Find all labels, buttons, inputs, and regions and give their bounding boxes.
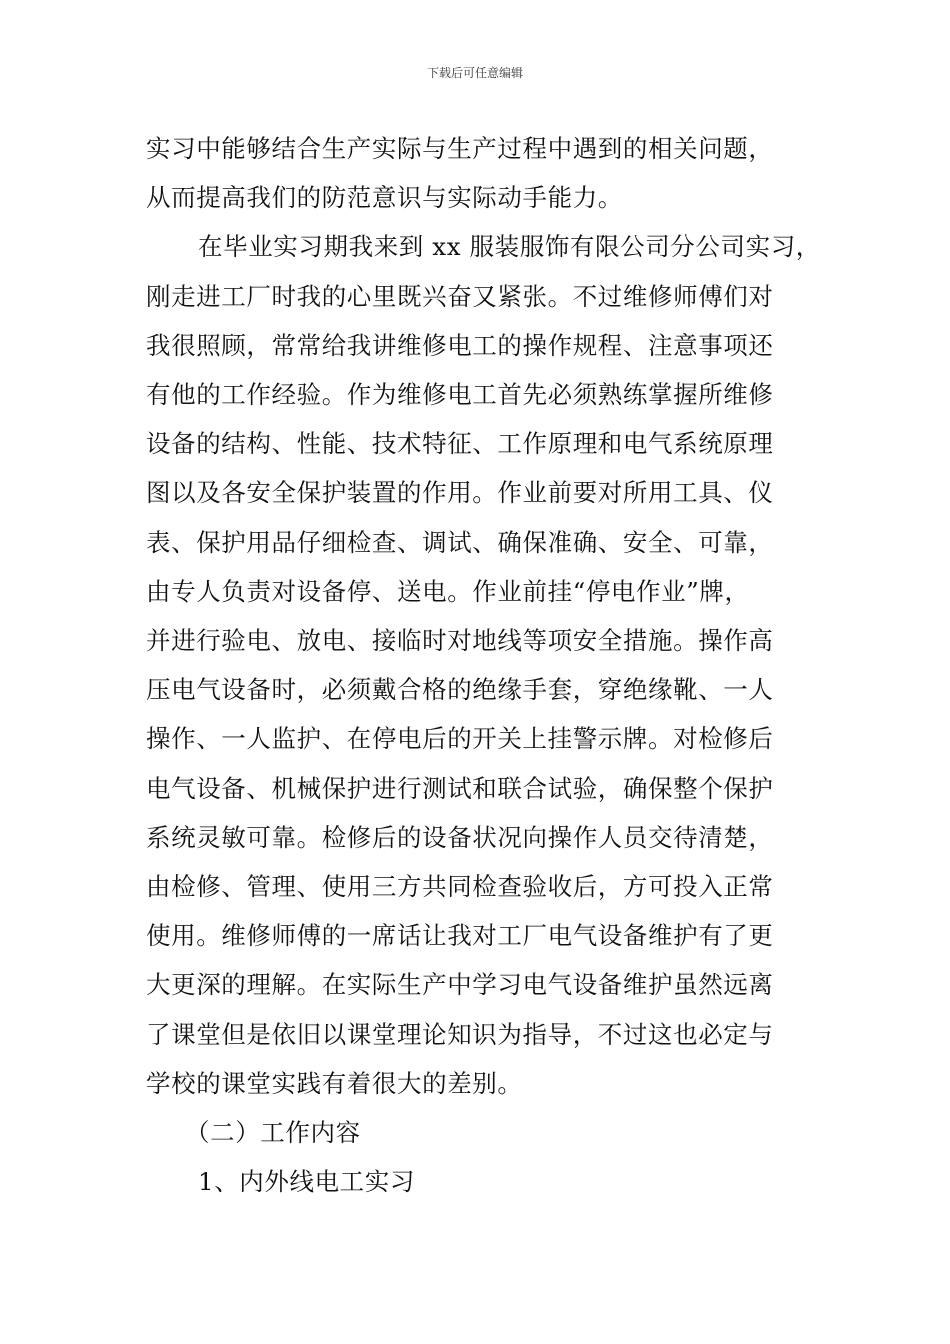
text-line: 我很照顾，常常给我讲维修电工的操作规程、注意事项还 xyxy=(146,330,774,360)
text-line: 设备的结构、性能、技术特征、工作原理和电气系统原理 xyxy=(146,429,774,459)
text-line: 在毕业实习期我来到 xx 服装服饰有限公司分公司实习， xyxy=(198,232,821,262)
page-header: 下载后可任意编辑 xyxy=(426,66,523,80)
text-line: 由专人负责对设备停、送电。作业前挂“停电作业”牌， xyxy=(146,576,750,606)
text-line: 系统灵敏可靠。检修后的设备状况向操作人员交待清楚， xyxy=(146,822,774,852)
text-line: 表、保护用品仔细检查、调试、确保准确、安全、可靠， xyxy=(146,527,774,557)
text-line: 学校的课堂实践有着很大的差别。 xyxy=(146,1068,523,1098)
text-line: 刚走进工厂时我的心里既兴奋又紧张。不过维修师傅们对 xyxy=(146,281,774,311)
text-line: 使用。维修师傅的一席话让我对工厂电气设备维护有了更 xyxy=(146,921,774,951)
text-line: 有他的工作经验。作为维修电工首先必须熟练掌握所维修 xyxy=(146,380,774,409)
text-line: （二）工作内容 xyxy=(185,1118,361,1147)
text-line: 实习中能够结合生产实际与生产过程中遇到的相关问题， xyxy=(146,134,774,163)
text-line: 压电气设备时，必须戴合格的绝缘手套，穿绝缘靴、一人 xyxy=(146,675,774,705)
text-line: 从而提高我们的防范意识与实际动手能力。 xyxy=(146,183,623,213)
text-line: 了课堂但是依旧以课堂理论知识为指导，不过这也必定与 xyxy=(146,1019,774,1049)
text-line: 电气设备、机械保护进行测试和联合试验，确保整个保护 xyxy=(146,773,774,803)
text-line: 由检修、管理、使用三方共同检查验收后，方可投入正常 xyxy=(146,872,774,901)
text-line: 1、内外线电工实习 xyxy=(198,1167,415,1197)
text-line: 并进行验电、放电、接临时对地线等项安全措施。操作高 xyxy=(146,626,774,655)
text-line: 图以及各安全保护装置的作用。作业前要对所用工具、仪 xyxy=(146,478,774,508)
text-line: 大更深的理解。在实际生产中学习电气设备维护虽然远离 xyxy=(146,970,774,1000)
text-line: 操作、一人监护、在停电后的开关上挂警示牌。对检修后 xyxy=(146,724,774,754)
